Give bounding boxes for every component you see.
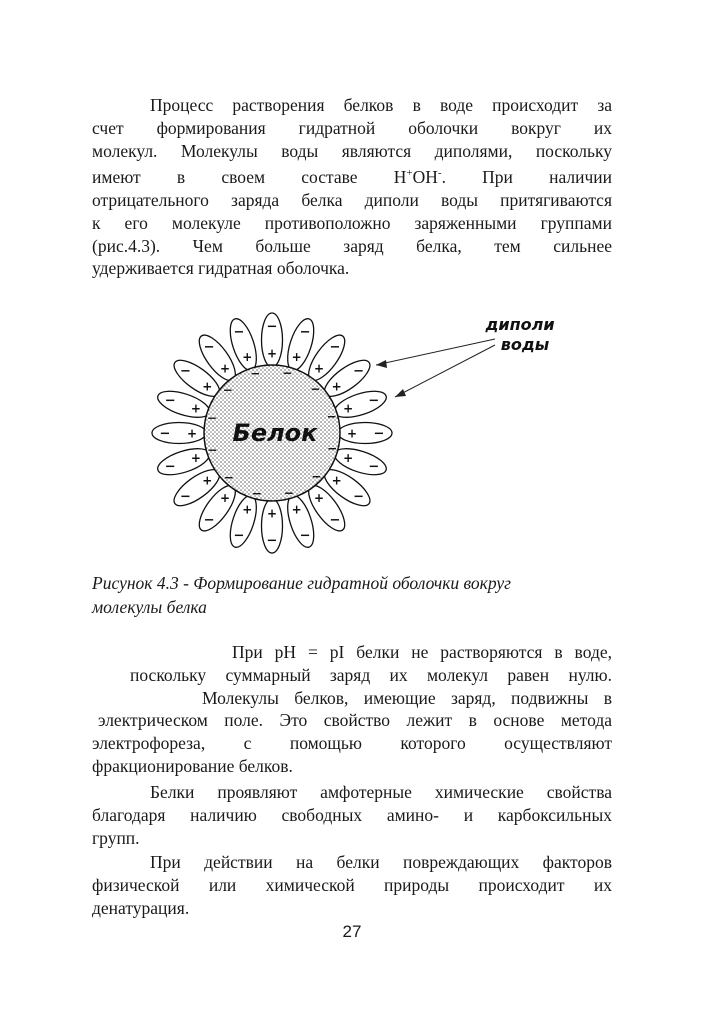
dipole-negative-pole: − (179, 489, 191, 505)
dipole-positive-pole: + (202, 473, 213, 488)
protein-negative-charge: − (206, 411, 217, 425)
text-line: удерживается гидратная оболочка. (92, 258, 350, 279)
dipole-negative-pole: − (299, 324, 311, 340)
dipole-negative-pole: − (329, 340, 341, 356)
protein-negative-charge: − (283, 486, 294, 500)
dipole-positive-pole: + (291, 350, 302, 365)
dipole-negative-pole: − (203, 340, 215, 356)
pointer-arrow (376, 339, 495, 365)
protein-negative-charge: − (311, 469, 322, 484)
dipole-positive-pole: + (331, 379, 342, 394)
protein-negative-charge: − (222, 383, 233, 397)
paragraph-isoelectric (92, 641, 612, 778)
text-line: физической или химической природы происходит их (92, 874, 612, 895)
protein-negative-charge: − (251, 486, 262, 501)
text-line: денатурация. (92, 897, 190, 918)
arrow-head (395, 389, 406, 397)
text-line: к его молекуле противоположно заряженными группами (92, 212, 612, 233)
paragraph-amphoteric (92, 781, 612, 849)
dipole-positive-pole: + (266, 346, 278, 361)
formula-oh: OH (412, 167, 438, 188)
dipole-negative-pole: − (233, 324, 245, 340)
text-line: благодаря наличию свободных амино- и карбоксильных (92, 804, 612, 825)
dipoles-label-line1: диполи (485, 315, 555, 334)
dipole-negative-pole: − (373, 426, 385, 442)
arrow-head (376, 360, 387, 368)
dipole-negative-pole: − (179, 363, 191, 379)
dipoles-label-line2: воды (500, 335, 550, 354)
caption-line: Рисунок 4.3 - Формирование гидратной оболочки вокруг (92, 573, 511, 593)
dipole-negative-pole: − (164, 393, 176, 409)
dipole-positive-pole: + (313, 491, 325, 505)
dipole-positive-pole: + (219, 361, 231, 376)
protein-negative-charge: − (207, 443, 218, 458)
protein-negative-charge: − (310, 382, 321, 396)
dipole-positive-pole: + (242, 350, 253, 365)
protein-label: Белок (232, 419, 318, 447)
dipole-negative-pole: − (159, 426, 171, 442)
text-line: поскольку суммарный заряд их молекул равен нулю. (130, 664, 612, 685)
formula-h: H (393, 167, 407, 188)
hydration-shell-diagram (140, 305, 580, 565)
figure-caption (92, 571, 612, 619)
text-line: Процесс растворения белков в воде происходит за (150, 95, 612, 115)
dipole-negative-pole: − (368, 459, 380, 475)
dipole-positive-pole: + (242, 502, 253, 517)
text-fragment: . При наличии (441, 167, 613, 188)
dipole-positive-pole: + (331, 473, 342, 488)
text-line: Белки проявляют амфотерные химические свойства (150, 782, 612, 802)
dipole-positive-pole: + (219, 491, 231, 505)
text-line: отрицательного заряда белка диполи воды притягиваются (92, 190, 612, 211)
dipole-positive-pole: + (343, 451, 354, 465)
dipole-negative-pole: − (329, 513, 341, 529)
dipole-negative-pole: − (266, 319, 278, 335)
dipole-positive-pole: + (190, 451, 201, 465)
text-line: счет формирования гидратной оболочки вокруг их (92, 117, 612, 138)
text-line: групп. (92, 827, 140, 848)
dipole-positive-pole: + (202, 379, 213, 394)
text-line: (рис.4.3). Чем больше заряд белка, тем сильнее (92, 235, 612, 256)
dipole-positive-pole: + (190, 401, 201, 416)
protein-negative-charge: − (250, 366, 261, 381)
dipole-positive-pole: + (266, 506, 278, 521)
caption-line: молекулы белка (92, 597, 207, 617)
dipole-negative-pole: − (266, 533, 278, 549)
text-line: молекул. Молекулы воды являются диполями, поскольку (92, 140, 612, 161)
protein-negative-charge: − (327, 441, 338, 456)
text-line: Молекулы белков, имеющие заряд, подвижны в (202, 687, 612, 708)
formula-plus: + (406, 167, 413, 180)
formula-minus: - (437, 167, 442, 180)
dipole-negative-pole: − (203, 513, 215, 529)
text-line: фракционирование белков. (92, 755, 293, 776)
dipole-negative-pole: − (368, 393, 380, 409)
dipole-negative-pole: − (353, 489, 365, 505)
page-number: 27 (342, 922, 362, 941)
text-line: электрофореза, с помощью которого осуществляют (92, 733, 612, 754)
dipole-positive-pole: + (346, 426, 358, 441)
protein-negative-charge: − (326, 409, 337, 424)
text-line: При действии на белки повреждающих факторов (150, 852, 612, 872)
dipole-negative-pole: − (164, 459, 176, 475)
dipole-negative-pole: − (353, 363, 365, 379)
paragraph-dissolution (92, 94, 612, 280)
paragraph-denaturation (92, 851, 612, 919)
protein-negative-charge: − (282, 366, 293, 381)
dipole-positive-pole: + (186, 426, 198, 441)
text-line: При pH = pI белки не растворяются в воде, (232, 642, 612, 662)
dipole-negative-pole: − (233, 528, 245, 544)
pointer-arrow (395, 345, 495, 397)
hydration-shell-figure (140, 305, 580, 565)
text-line-formula (92, 162, 612, 189)
text-line: электрическом поле. Это свойство лежит в основе метода (98, 710, 612, 731)
dipole-positive-pole: + (313, 361, 325, 376)
dipole-positive-pole: + (291, 502, 302, 517)
text-fragment: имеют в своем составе (92, 167, 394, 188)
protein-negative-charge: − (223, 470, 234, 485)
dipole-negative-pole: − (299, 528, 311, 544)
dipole-positive-pole: + (343, 401, 354, 416)
